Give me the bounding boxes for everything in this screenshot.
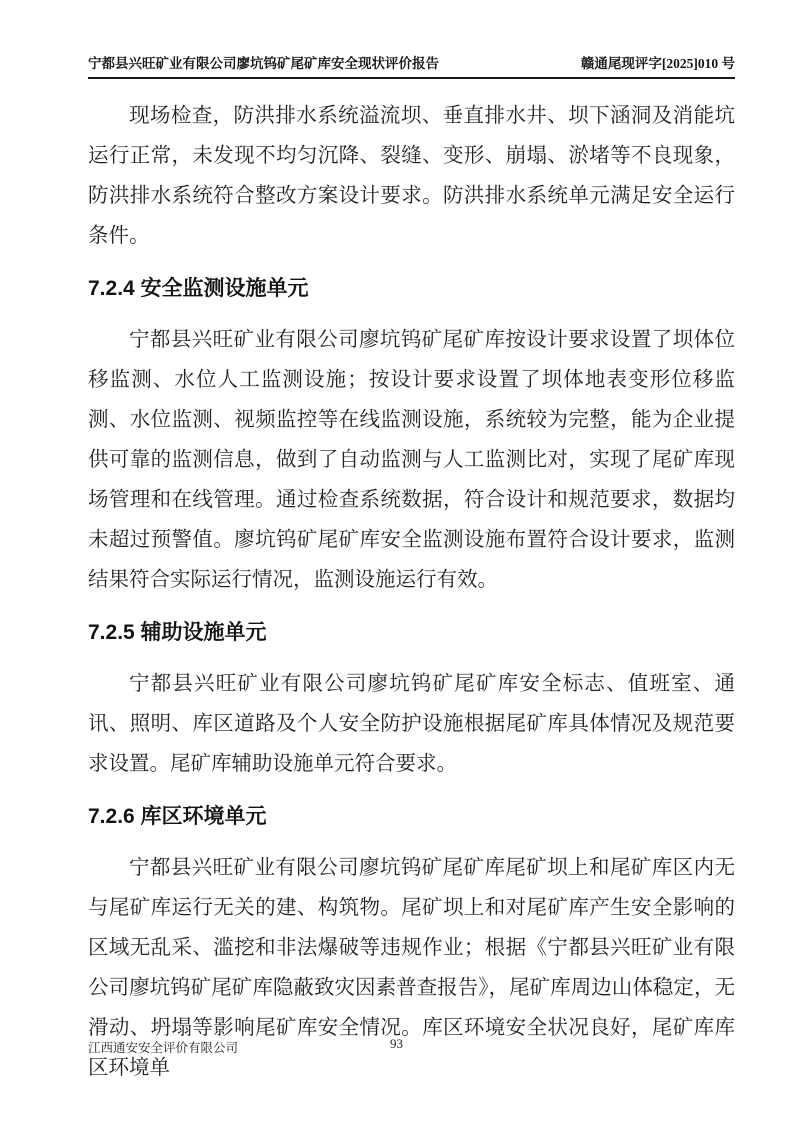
paragraph-flood-drainage-conclusion: 现场检查，防洪排水系统溢流坝、垂直排水井、坝下涵洞及消能坑运行正常，未发现不均匀沉降、裂缝、变形、崩塌、淤堵等不良现象，防洪排水系统符合整改方案设计要求。防洪排水系统单元满足安全运行条件。	[88, 105, 735, 247]
section-heading-7-2-5: 7.2.5 辅助设施单元	[88, 621, 267, 644]
paragraph-safety-monitoring-unit: 宁都县兴旺矿业有限公司廖坑钨矿尾矿库按设计要求设置了坝体位移监测、水位人工监测设施；按设计要求设置了坝体地表变形位移监测、水位监测、视频监控等在线监测设施，系统较为完整，能为企业提供可靠的监测信息，做到了自动监测与人工监测比对，实现了尾矿库现场管理和在线管理。通过检查系统数据，符合设计和规范要求，数据均未超过预警值。廖坑钨矿尾矿库安全监测设施布置符合设计要求，监测结果符合实际运行情况，监测设施运行有效。	[88, 329, 735, 591]
section-heading-7-2-6: 7.2.6 库区环境单元	[88, 805, 267, 828]
paragraph-reservoir-environment-unit: 宁都县兴旺矿业有限公司廖坑钨矿尾矿库尾矿坝上和尾矿库区内无与尾矿库运行无关的建、构筑物。尾矿坝上和对尾矿库产生安全影响的区域无乱采、滥挖和非法爆破等违规作业；根据《宁都县兴旺矿业有限公司廖坑钨矿尾矿库隐蔽致灾因素普查报告》，尾矿库周边山体稳定，无滑动、坍塌等影响尾矿库安全情况。库区环境安全状况良好，尾矿库库区环境单	[88, 857, 735, 1079]
footer-page-number: 93	[390, 1036, 403, 1051]
paragraph-auxiliary-facilities-unit: 宁都县兴旺矿业有限公司廖坑钨矿尾矿库安全标志、值班室、通讯、照明、库区道路及个人安全防护设施根据尾矿库具体情况及规范要求设置。尾矿库辅助设施单元符合要求。	[88, 673, 735, 775]
document-body	[88, 96, 735, 1088]
section-heading-7-2-4: 7.2.4 安全监测设施单元	[88, 277, 309, 300]
footer-company-name: 江西通安安全评价有限公司	[88, 1041, 239, 1055]
header-doc-number: 赣通尾现评字[2025]010 号	[580, 56, 735, 71]
header-report-title: 宁都县兴旺矿业有限公司廖坑钨矿尾矿库安全现状评价报告	[88, 56, 439, 71]
page-header	[88, 52, 735, 79]
